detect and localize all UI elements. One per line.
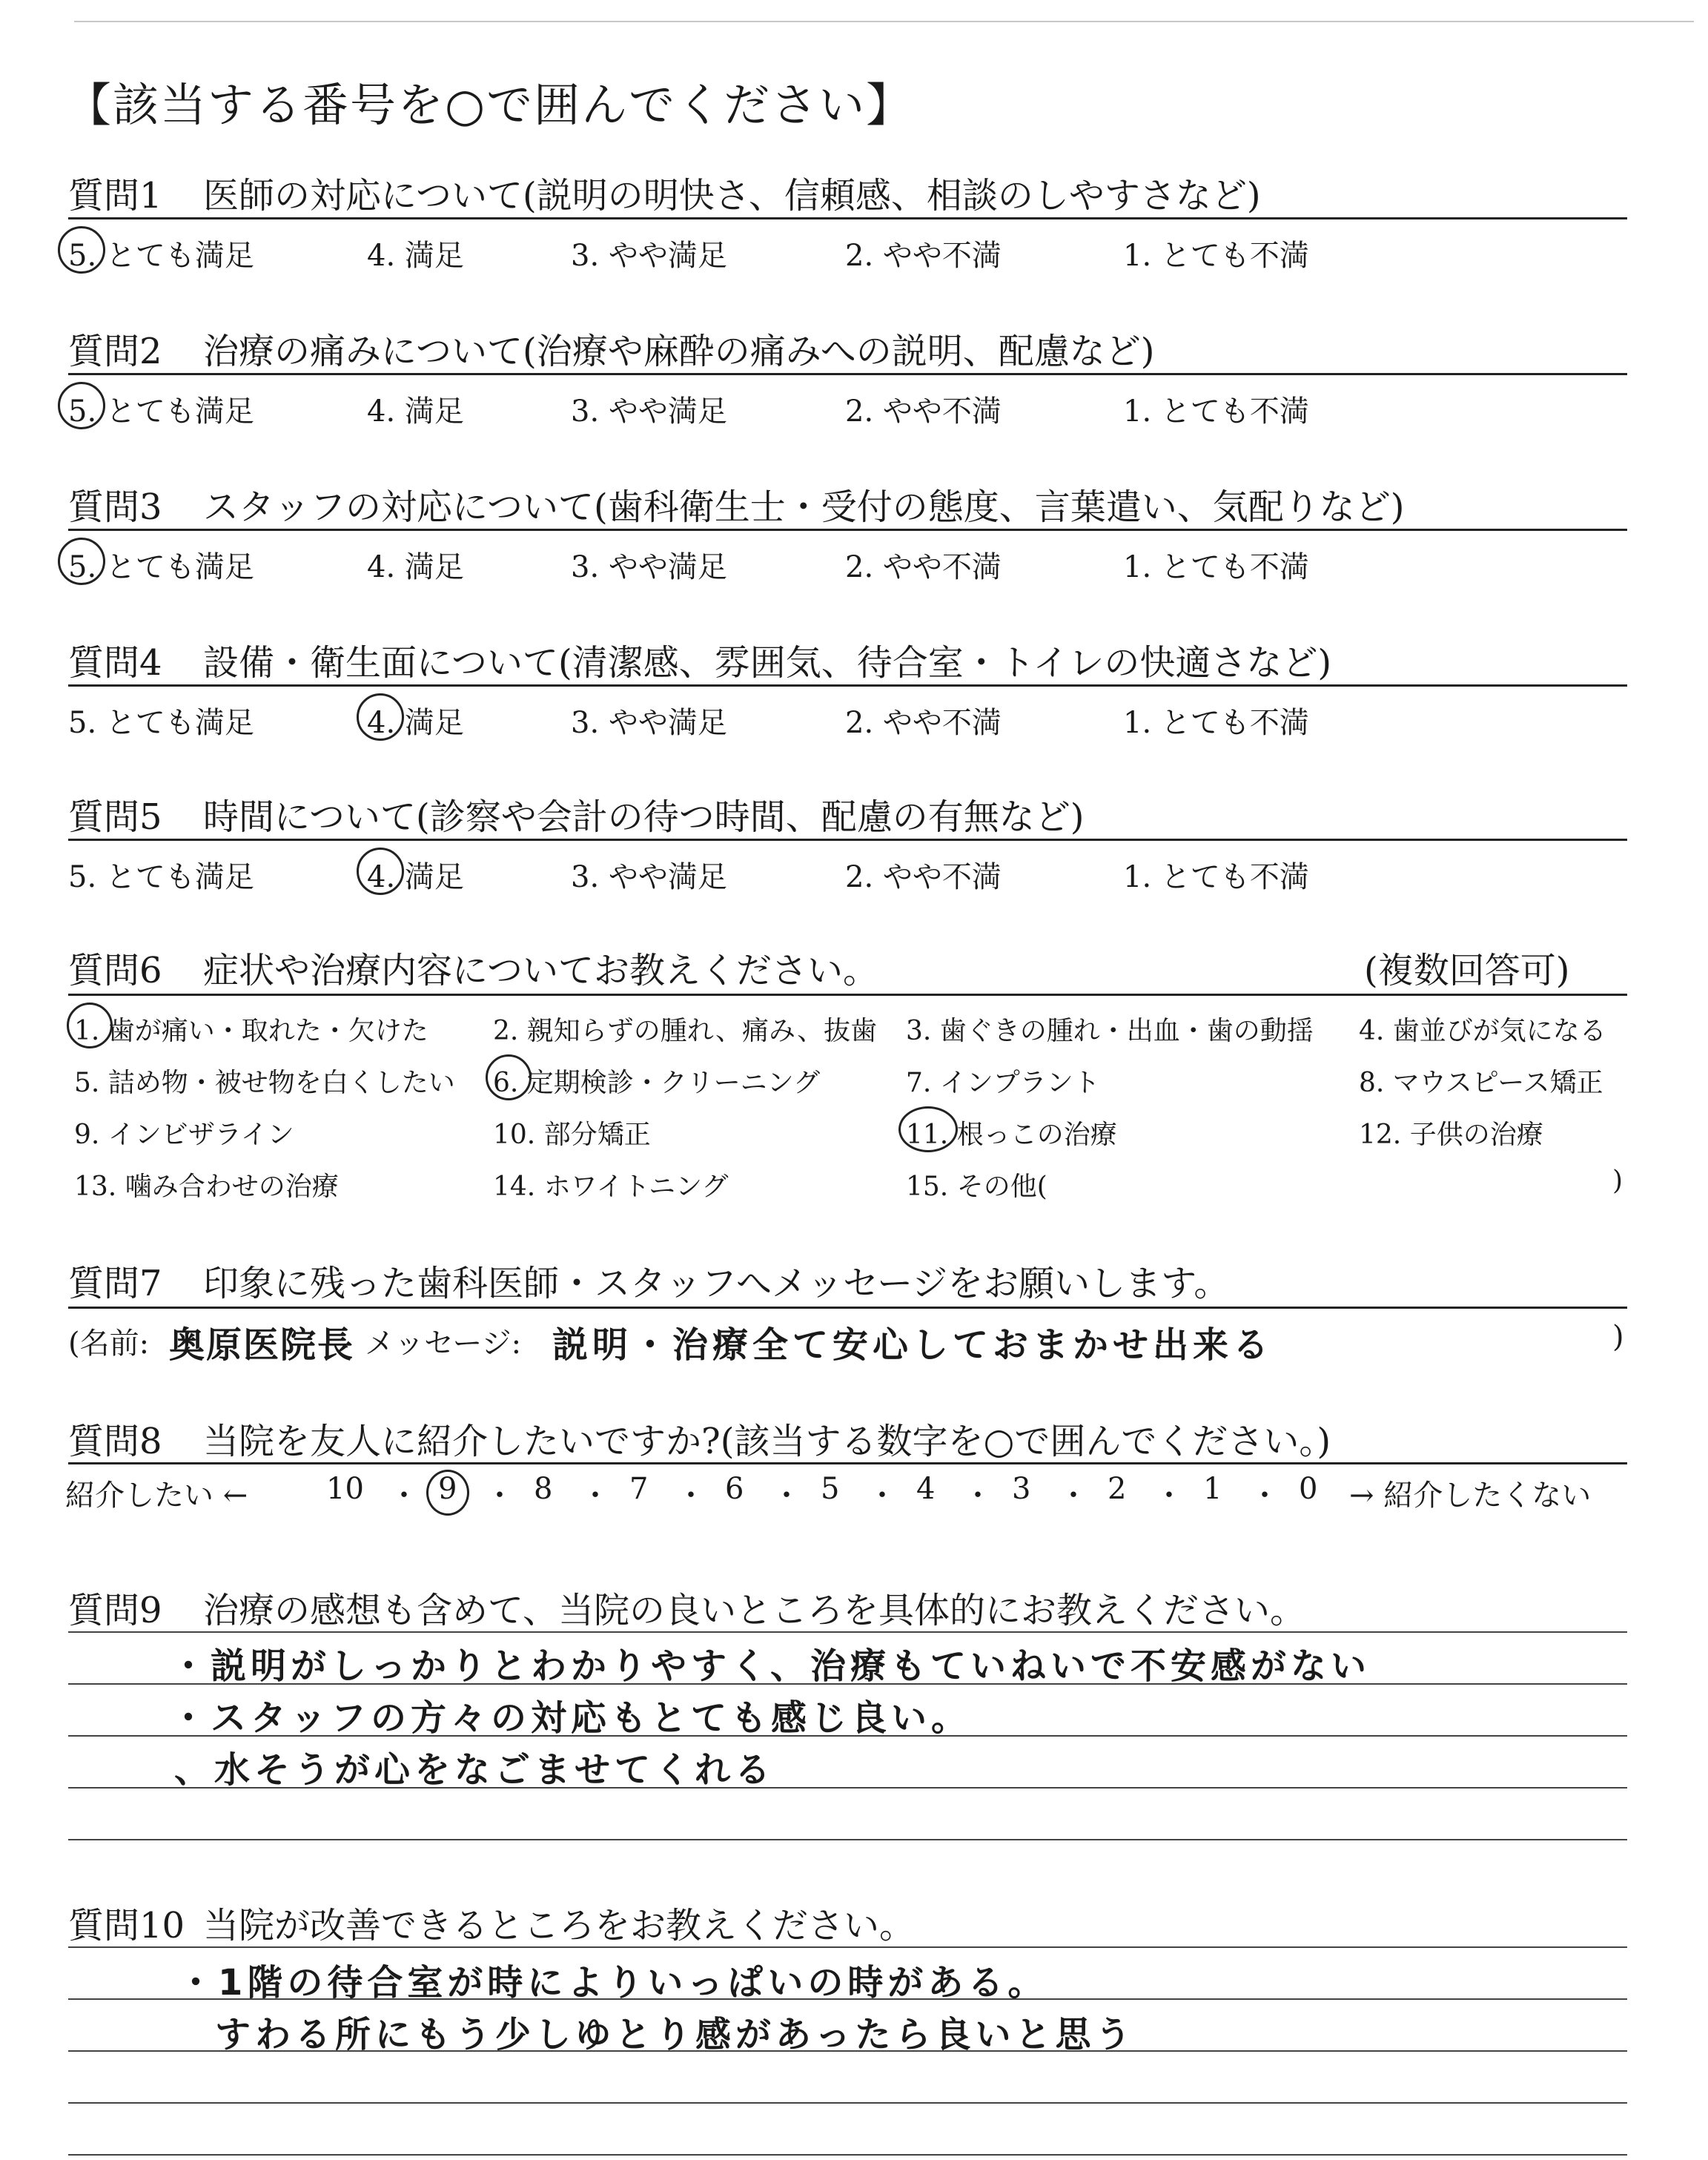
q1-selection-circle (58, 226, 105, 274)
q8-scale-dot: ・ (676, 1479, 706, 1513)
q8-scale-1[interactable]: 1 (1203, 1472, 1222, 1506)
q6-selection-circle-11 (898, 1106, 958, 1152)
q6-option-6[interactable]: 6. 定期検診・クリーニング (493, 1068, 821, 1098)
q9-title (68, 1582, 1305, 1633)
q10-answer-1: ・1階の待合室が時によりいっぱいの時がある。 (178, 1962, 1048, 2004)
q5-title (68, 788, 1085, 839)
q1-rule (68, 217, 1627, 219)
q4-option-4[interactable]: 4. 満足 (367, 706, 464, 740)
q8-scale-dot: ・ (485, 1479, 514, 1513)
q6-rule (68, 994, 1627, 996)
q6-option-14[interactable]: 14. ホワイトニング (493, 1172, 729, 1202)
q6-option-9[interactable]: 9. インビザライン (74, 1120, 294, 1150)
q10-line (68, 1946, 1627, 1948)
q1-option-4[interactable]: 4. 満足 (367, 239, 464, 273)
q1-option-5[interactable]: 5. とても満足 (68, 239, 254, 273)
q7-message-value: 説明・治療全て安心しておまかせ出来る (552, 1324, 1274, 1366)
q2-option-4[interactable]: 4. 満足 (367, 394, 464, 429)
q7-number: 質問7 (68, 1263, 162, 1304)
q8-scale-6[interactable]: 6 (725, 1472, 744, 1506)
q5-option-4[interactable]: 4. 満足 (367, 860, 464, 894)
q8-scale-2[interactable]: 2 (1108, 1472, 1127, 1506)
q4-number: 質問4 (68, 642, 162, 684)
q8-scale-8[interactable]: 8 (534, 1472, 553, 1506)
q3-option-2[interactable]: 2. やや不満 (845, 550, 1002, 584)
q2-selection-circle (58, 382, 105, 429)
q2-option-3[interactable]: 3. やや満足 (571, 394, 727, 429)
q5-selection-circle (357, 848, 404, 895)
q4-rule (68, 684, 1627, 687)
q10-text: 当院が改善できるところをお教えください。 (203, 1905, 916, 1946)
q7-title (68, 1255, 1229, 1306)
q3-rule (68, 529, 1627, 531)
q6-multiple-note: (複数回答可) (1364, 950, 1570, 991)
q9-text: 治療の感想も含めて、当院の良いところを具体的にお教えください。 (203, 1590, 1306, 1631)
q6-option-11[interactable]: 11. 根っこの治療 (906, 1120, 1117, 1150)
q7-name-value: 奥原医院長 (169, 1324, 355, 1366)
q1-title (68, 167, 1261, 218)
q6-option-12[interactable]: 12. 子供の治療 (1359, 1120, 1543, 1150)
q4-selection-circle (357, 693, 404, 741)
q1-number: 質問1 (68, 175, 162, 217)
instruction-heading: 【該当する番号を○で囲んでください】 (65, 78, 914, 132)
q6-option-2[interactable]: 2. 親知らずの腫れ、痛み、抜歯 (493, 1016, 878, 1046)
q1-option-3[interactable]: 3. やや満足 (571, 239, 727, 273)
q5-option-1[interactable]: 1. とても不満 (1123, 860, 1309, 894)
q7-text: 印象に残った歯科医師・スタッフへメッセージをお願いします。 (203, 1263, 1230, 1304)
q8-scale-dot: ・ (580, 1479, 610, 1513)
q7-name-label: (名前: (68, 1327, 150, 1361)
q4-option-1[interactable]: 1. とても不満 (1123, 706, 1309, 740)
q6-option-4[interactable]: 4. 歯並びが気になる (1359, 1016, 1606, 1046)
q7-message-label: メッセージ: (365, 1327, 522, 1361)
q8-scale-dot: ・ (389, 1479, 419, 1513)
q1-text: 医師の対応について(説明の明快さ、信頼感、相談のしやすさなど) (203, 175, 1261, 217)
q6-option-10[interactable]: 10. 部分矯正 (493, 1120, 651, 1150)
q7-close-paren: ) (1612, 1320, 1624, 1354)
q6-option-1[interactable]: 1. 歯が痛い・取れた・欠けた (74, 1016, 428, 1046)
q8-scale-dot: ・ (1154, 1479, 1184, 1513)
q8-right-label: → 紹介したくない (1349, 1479, 1592, 1513)
q3-title (68, 478, 1405, 529)
q6-option-8[interactable]: 8. マウスピース矯正 (1359, 1068, 1603, 1098)
q2-option-2[interactable]: 2. やや不満 (845, 394, 1002, 429)
q8-scale-dot: ・ (963, 1479, 993, 1513)
q6-title (68, 942, 878, 993)
q5-option-2[interactable]: 2. やや不満 (845, 860, 1002, 894)
q8-title (68, 1413, 1331, 1464)
q3-text: スタッフの対応について(歯科衛生士・受付の態度、言葉遣い、気配りなど) (203, 486, 1405, 528)
q9-line (68, 1839, 1627, 1840)
q10-answer-2: すわる所にもう少しゆとり感があったら良いと思う (215, 2014, 1136, 2055)
q1-option-1[interactable]: 1. とても不満 (1123, 239, 1309, 273)
q4-text: 設備・衛生面について(清潔感、雰囲気、待合室・トイレの快適さなど) (203, 642, 1332, 684)
q8-scale-7[interactable]: 7 (629, 1472, 649, 1506)
q3-option-3[interactable]: 3. やや満足 (571, 550, 727, 584)
q2-option-1[interactable]: 1. とても不満 (1123, 394, 1309, 429)
q8-number: 質問8 (68, 1421, 162, 1462)
q8-scale-3[interactable]: 3 (1012, 1472, 1031, 1506)
q4-option-2[interactable]: 2. やや不満 (845, 706, 1002, 740)
q10-number: 質問10 (68, 1905, 185, 1946)
q8-scale-5[interactable]: 5 (821, 1472, 840, 1506)
q7-rule (68, 1307, 1627, 1309)
q8-scale-10[interactable]: 10 (326, 1472, 364, 1506)
q4-option-3[interactable]: 3. やや満足 (571, 706, 727, 740)
q5-number: 質問5 (68, 796, 162, 838)
q6-text: 症状や治療内容についてお教えください。 (203, 950, 879, 991)
q8-left-label: 紹介したい ← (65, 1479, 248, 1513)
q2-text: 治療の痛みについて(治療や麻酔の痛みへの説明、配慮など) (203, 331, 1155, 372)
q5-rule (68, 839, 1627, 841)
q8-scale-4[interactable]: 4 (916, 1472, 936, 1506)
q6-selection-circle-6 (486, 1054, 532, 1100)
q10-line (68, 2102, 1627, 2104)
q4-title (68, 634, 1331, 685)
q8-scale-dot: ・ (867, 1479, 897, 1513)
q10-title (68, 1897, 915, 1948)
q10-line (68, 2154, 1627, 2156)
q5-option-5[interactable]: 5. とても満足 (68, 860, 254, 894)
q8-scale-dot: ・ (1250, 1479, 1280, 1513)
q3-selection-circle (58, 538, 105, 585)
q8-scale-9[interactable]: 9 (438, 1472, 457, 1506)
q6-number: 質問6 (68, 950, 162, 991)
q9-answer-2: ・スタッフの方々の対応もとても感じ良い。 (171, 1697, 972, 1739)
q8-rule (68, 1462, 1627, 1464)
q8-scale-0[interactable]: 0 (1299, 1472, 1318, 1506)
q5-option-3[interactable]: 3. やや満足 (571, 860, 727, 894)
q6-option-16: ) (1612, 1166, 1623, 1196)
q6-option-5[interactable]: 5. 詰め物・被せ物を白くしたい (74, 1068, 455, 1098)
q3-number: 質問3 (68, 486, 162, 528)
q8-selection-circle (426, 1470, 469, 1516)
q8-text: 当院を友人に紹介したいですか?(該当する数字を○で囲んでください。) (203, 1421, 1331, 1462)
q6-option-13[interactable]: 13. 噛み合わせの治療 (74, 1172, 339, 1202)
q2-number: 質問2 (68, 331, 162, 372)
q8-scale-dot: ・ (1059, 1479, 1088, 1513)
top-border (74, 21, 1694, 22)
q6-option-3[interactable]: 3. 歯ぐきの腫れ・出血・歯の動揺 (906, 1016, 1314, 1046)
q1-option-2[interactable]: 2. やや不満 (845, 239, 1002, 273)
q6-selection-circle-1 (67, 1003, 113, 1048)
q3-option-5[interactable]: 5. とても満足 (68, 550, 254, 584)
q4-option-5[interactable]: 5. とても満足 (68, 706, 254, 740)
q2-rule (68, 373, 1627, 375)
q8-scale-dot: ・ (772, 1479, 801, 1513)
q3-option-1[interactable]: 1. とても不満 (1123, 550, 1309, 584)
q3-option-4[interactable]: 4. 満足 (367, 550, 464, 584)
q2-title (68, 323, 1155, 374)
q5-text: 時間について(診察や会計の待つ時間、配慮の有無など) (203, 796, 1085, 838)
q9-answer-3: 、水そうが心をなごませてくれる (174, 1749, 775, 1791)
q6-option-7[interactable]: 7. インプラント (906, 1068, 1100, 1098)
q6-option-15[interactable]: 15. その他( (906, 1172, 1047, 1202)
q9-answer-1: ・説明がしっかりとわかりやすく、治療もていねいで不安感がない (171, 1645, 1371, 1687)
q2-option-5[interactable]: 5. とても満足 (68, 394, 254, 429)
q9-line (68, 1631, 1627, 1633)
q9-number: 質問9 (68, 1590, 162, 1631)
